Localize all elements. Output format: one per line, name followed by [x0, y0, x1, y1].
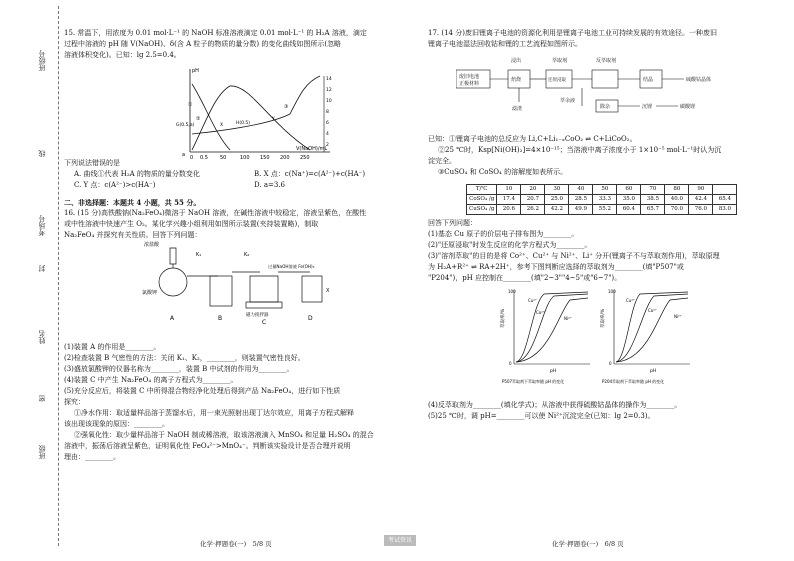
q17-known-4: ③CuSO₄ 和 CoSO₄ 的溶解度如表所示。 — [438, 168, 568, 176]
bottle-b-shape — [210, 276, 232, 306]
apparatus-label-x: X — [326, 288, 330, 294]
graph2-ylabel: 萃取率/% — [601, 308, 606, 328]
q16-sub-1: (1)装置 A 的作用是________。 — [64, 343, 161, 351]
apparatus-label-d: D — [308, 315, 313, 322]
flow-label-impurity: 除杂 — [600, 104, 611, 110]
graph1-label-ni: Ni²⁺ — [564, 316, 572, 321]
graph1-xlabel: pH — [550, 369, 557, 374]
flow-label-crystallize: 结晶 — [643, 77, 654, 83]
flow-label-battery: 废旧电池 — [459, 74, 480, 80]
q15-label-2: ② — [196, 116, 201, 122]
q15-xtick-05: 0.5 — [200, 155, 208, 160]
q15-titration-graph — [160, 64, 340, 160]
q16-line-3: Na₂FeO₄ 并探究有关性质。回答下列问题： — [64, 231, 202, 239]
q15-ytick-8: 8 — [326, 110, 329, 115]
q15-ytick-12: 12 — [326, 88, 332, 93]
q15-line-2: 过程中溶液的 pH 随 V(NaOH)、δ(含 A 粒子的物质的量分数) 的变化曲线如图所示(忽略 — [64, 40, 342, 48]
q15-label-x: X — [220, 123, 224, 128]
table-cell: 83.0 — [713, 205, 737, 215]
q15-label-g: G(0.5,a) — [176, 123, 195, 128]
q15-option-c: C. Y 点：c(A²⁻)>c(HA⁻) — [74, 181, 156, 189]
q15-ytick-14: 14 — [326, 77, 332, 82]
margin-label-exam-room: 考场号 — [38, 215, 46, 236]
q17-subquestions — [428, 218, 773, 284]
solubility-table — [466, 184, 737, 215]
table-cell: 20.7 — [521, 195, 545, 205]
table-cell: 70.0 — [665, 205, 689, 215]
q15-options-row-2 — [64, 180, 409, 191]
q16-sub-5-2c: 理由：________。 — [64, 453, 120, 461]
apparatus-label-a: A — [170, 315, 175, 322]
q15-label-y: Y — [272, 117, 275, 122]
graph1-curve-co — [516, 294, 588, 362]
margin-label-class-no: 班级号 — [38, 50, 46, 71]
q16-sub-5-2a: ②强氧化性：取少量样品溶于 NaOH 制成稀溶液，取该溶液滴入 MnSO₄ 和足量 H₂SO₄ 的混合 — [74, 431, 374, 439]
table-header-row — [467, 185, 737, 195]
table-cell: 42.4 — [689, 195, 713, 205]
flask-c-shape — [250, 276, 278, 302]
q16-sub-2: (2)检查装置 B 气密性的方法：关闭 K₁、K₂，________，则装置气密性良好。 — [64, 354, 305, 362]
table-header-cell: 80 — [665, 185, 689, 195]
q17-known-3: 淀完全。 — [428, 157, 456, 165]
flow-label-raffinate: 萃余液 — [560, 98, 576, 104]
q16-apparatus-diagram — [140, 236, 340, 328]
table-header-cell: 30 — [545, 185, 569, 195]
table-cell: 60.4 — [617, 205, 641, 215]
funnel-shape — [170, 248, 176, 264]
flow-label-residue: 滤渣 — [512, 106, 523, 112]
q15-line-1: 15. 常温下，用浓度为 0.01 mol·L⁻¹ 的 NaOH 标准溶液滴定 0.01 mol·L⁻¹ 的 H₂A 溶液，滴定 — [64, 29, 367, 37]
q15-ylabel: pH — [192, 68, 199, 74]
q15-question: 下列说法错误的是 — [64, 159, 120, 167]
q15-xtick-a: a — [182, 152, 186, 158]
footer-left-page: 化学·押题卷(一) 5/8 页 — [200, 540, 272, 548]
graph2-ytick-100: 100 — [608, 289, 616, 294]
extraction-graph-p204 — [599, 289, 690, 384]
q16-subquestions — [64, 342, 409, 463]
q15-xlabel: V(NaOH)/mL — [296, 146, 328, 152]
q16-sub-5-1b: 该出现该现象的原因：________。 — [64, 420, 169, 428]
apparatus-label-b: B — [218, 315, 223, 322]
q17-sub-3b: 为 H₂A+R²⁺ ⇌ RA+2H⁺，参考下图判断应选择的萃取剂为________(填"P507"或 — [428, 263, 684, 271]
table-cell: 35.0 — [617, 195, 641, 205]
q16-sub-5-2b: 溶液中，振荡后溶液呈紫色，证明氧化性 FeO₄²⁻>MnO₄⁻。判断该实验设计是否合理并说明 — [64, 442, 351, 450]
flow-label-li2co3: 碳酸锂 — [680, 104, 696, 110]
apparatus-label-c: C — [262, 319, 267, 326]
table-cell: 65.4 — [713, 195, 737, 205]
q17-line-2: 锂离子电池湿法回收钴和锂的工艺流程如图所示。 — [428, 40, 582, 48]
q16-line-2: 或中性溶液中快速产生 O₂。某化学兴趣小组利用如图所示装置(夹持装置略)，制取 — [64, 220, 319, 228]
apparatus-label-kclo3: 氯酸钾 — [142, 290, 158, 296]
margin-seal-mi: 密 — [38, 395, 46, 402]
graph2-label-co: Co²⁺ — [648, 308, 657, 313]
q16-sub-4: (4)装置 C 中产生 Na₂FeO₄ 的离子方程式为________。 — [64, 376, 238, 384]
graph1-curve-cu — [516, 292, 588, 362]
flow-box-strip — [592, 70, 618, 88]
q17-known-2: ②25 ℃时，Ksp[Ni(OH)₂]=4×10⁻¹⁵；当溶液中离子浓度小于 1×10⁻⁵ mol·L⁻¹时认为沉 — [438, 146, 722, 154]
q15-xtick-50: 50 — [220, 155, 227, 160]
table-header-cell: 70 — [641, 185, 665, 195]
q16-line-1: 16. (15 分)高铁酸钠(Na₂FeO₄)微溶于 NaOH 溶液，在碱性溶液中较稳定，溶液呈紫色，在酸性 — [64, 209, 367, 217]
margin-seal-feng: 封 — [38, 265, 46, 272]
margin-label-name: 姓名 — [38, 330, 46, 344]
q15-curve-3 — [192, 76, 320, 134]
flow-label-roast: 焙烧 — [511, 77, 522, 83]
q17-known-1: 已知：①锂离子电池的总反应为 Li,C+Li₁₋ₓCoO₂ ⇌ C+LiCoO₂。 — [428, 135, 637, 143]
q15-xtick-250: 250 — [300, 155, 310, 160]
q16-sub-5-1a: ①净水作用：取适量样品溶于蒸馏水后，用一束光照射出现丁达尔效应，用离子方程式解释 — [74, 409, 354, 417]
q15-label-3: ③ — [284, 104, 289, 110]
q17-process-flowchart — [456, 54, 746, 126]
graph2-caption: P204萃取剂下萃取率随 pH 的变化 — [602, 379, 665, 384]
q16-sub-5b: 探究： — [64, 398, 85, 406]
q17-sub-5: (5)25 ℃时，调 pH=________可以使 Ni²⁺沉淀完全(已知：lg 2=0.3)。 — [428, 412, 655, 420]
right-column — [428, 28, 773, 50]
q15-option-b: B. X 点：c(Na⁺)=c(A²⁻)+c(HA⁻) — [254, 170, 366, 178]
q17-sub-1: (1)基态 Cu 原子的价层电子排布图为________。 — [428, 230, 579, 238]
table-header-cell: 50 — [593, 185, 617, 195]
graph1-curve-ni — [516, 298, 588, 362]
table-cell: 17.4 — [497, 195, 521, 205]
q15-options-row-1 — [64, 169, 409, 180]
q15-line-3: 溶液体积变化)。已知：lg 2.5=0.4。 — [64, 51, 181, 59]
q15-label-h: H(0.5) — [236, 121, 251, 126]
graph1-ytick-0: 0 — [509, 361, 512, 366]
q15-ytick-10: 10 — [326, 99, 332, 104]
flow-label-leach: 浸出 — [511, 58, 522, 64]
q15-xtick-200: 200 — [280, 155, 290, 160]
table-header-cell: 60 — [617, 185, 641, 195]
table-row — [467, 205, 737, 215]
q17-line-1: 17. (14 分)废旧锂离子电池的资源化利用是锂离子电池工业可持续发展的有效途径。一种废旧 — [428, 29, 717, 37]
table-cell: 49.9 — [569, 205, 593, 215]
q15-label-1: ① — [188, 102, 193, 108]
q15-ytick-4: 4 — [326, 132, 329, 137]
q15-question-block — [64, 158, 409, 241]
q15-xtick-0: 0 — [190, 155, 194, 160]
graph1-caption: P507萃取剂下萃取率随 pH 的变化 — [502, 379, 565, 384]
q15-ytick-6: 6 — [326, 121, 329, 126]
apparatus-label-k2: K₂ — [244, 252, 250, 258]
q15-ytick-2: 2 — [326, 143, 329, 148]
footer-right-page: 化学·押题卷(一) 6/8 页 — [552, 540, 624, 548]
table-row — [467, 195, 737, 205]
graph2-ytick-0: 0 — [609, 361, 612, 366]
graph1-ytick-100: 100 — [508, 289, 516, 294]
apparatus-label-hcl: 浓盐酸 — [144, 242, 160, 248]
q15-option-a: A. 曲线①代表 H₂A 的物质的量分数变化 — [74, 170, 200, 178]
table-cell: 55.2 — [593, 205, 617, 215]
table-cell: 26.2 — [521, 205, 545, 215]
margin-label-class: 班级 — [38, 445, 46, 459]
left-column — [64, 28, 409, 61]
q17-sub-2: (2)"还原浸取"时发生反应的化学方程式为________。 — [428, 241, 592, 249]
extraction-graph-p507 — [499, 289, 590, 384]
flask-a-shape — [159, 268, 187, 296]
q17-sub-4: (4)反萃取剂为________(填化学式)；从溶液中获得硫酸钴晶体的操作为________。 — [428, 401, 682, 409]
apparatus-label-k1: K₁ — [196, 252, 202, 258]
graph1-label-co: Co²⁺ — [536, 310, 545, 315]
beaker-d-shape — [302, 276, 322, 302]
table-cell: CuSO₄ /g — [467, 205, 497, 215]
graph2-label-ni: Ni²⁺ — [674, 314, 682, 319]
q15-xtick-150: 150 — [260, 155, 270, 160]
table-header-cell — [713, 185, 737, 195]
table-cell: 28.5 — [569, 195, 593, 205]
margin-seal-line: 线 — [38, 150, 46, 157]
q17-sub-3c: "P204")，pH 应控制在________(填"2~3""4~5"或"6~7")。 — [428, 274, 622, 282]
binding-line — [58, 6, 59, 546]
flow-label-coso4: 硫酸钴晶体 — [686, 77, 712, 83]
flow-label-cathode: 正极材料 — [459, 81, 480, 87]
graph1-ylabel: 萃取率/% — [501, 308, 506, 328]
graph2-xlabel: pH — [650, 369, 657, 374]
flow-label-extractant: 萃取剂 — [552, 58, 568, 64]
table-cell: 42.2 — [545, 205, 569, 215]
q17-known-block — [428, 134, 773, 178]
table-cell: CoSO₄ /g — [467, 195, 497, 205]
table-cell: 20.6 — [497, 205, 521, 215]
apparatus-label-naoh: 过量NaOH溶液 Fe(OH)₃ — [268, 264, 315, 269]
q17-extraction-graphs — [498, 284, 698, 388]
flow-label-precip-li: 沉锂 — [642, 104, 653, 110]
table-cell: 38.5 — [641, 195, 665, 205]
table-header-cell: 90 — [689, 185, 713, 195]
q17-sub-3a: (3)"溶剂萃取"的目的是将 Co²⁺、Cu²⁺ 与 Ni²⁺、Li⁺ 分开(锂离子不与萃取剂作用)，萃取原理 — [428, 252, 720, 260]
flow-label-stripping: 反萃取剂 — [596, 58, 617, 64]
table-header-cell: 20 — [521, 185, 545, 195]
graph2-label-cu: Cu²⁺ — [626, 298, 636, 303]
table-cell: 25.0 — [545, 195, 569, 205]
table-header-cell: 10 — [497, 185, 521, 195]
q17-answer-intro: 回答下列问题： — [428, 219, 477, 227]
stirrer-shape — [246, 302, 282, 308]
q16-sub-3: (3)盛放氯酸钾的仪器名称为________，装置 B 中试剂的作用为________。 — [64, 365, 294, 373]
table-cell: 33.3 — [593, 195, 617, 205]
watermark-stamp: 考试资讯 — [384, 535, 416, 546]
graph2-curve-co — [616, 294, 688, 362]
q15-xtick-100: 100 — [240, 155, 250, 160]
flow-label-reductive-leach: 还原浸取 — [548, 78, 566, 83]
q16-sub-5a: (5)充分反应后，将装置 C 中所得混合物经净化处理后得到产品 Na₂FeO₄，进行如下性质 — [64, 387, 341, 395]
q17-final-subquestions — [428, 400, 773, 422]
apparatus-label-stirrer: 磁力搅拌器 — [246, 313, 269, 318]
q15-option-d: D. a=3.6 — [254, 181, 285, 189]
table-header-cell: T/℃ — [467, 185, 497, 195]
table-header-cell: 40 — [569, 185, 593, 195]
table-cell: 76.0 — [689, 205, 713, 215]
graph1-label-cu: Cu²⁺ — [528, 298, 538, 303]
table-cell: 65.7 — [641, 205, 665, 215]
table-cell: 40.0 — [665, 195, 689, 205]
section-2-heading: 二、非选择题：本题共 4 小题，共 55 分。 — [64, 198, 201, 207]
